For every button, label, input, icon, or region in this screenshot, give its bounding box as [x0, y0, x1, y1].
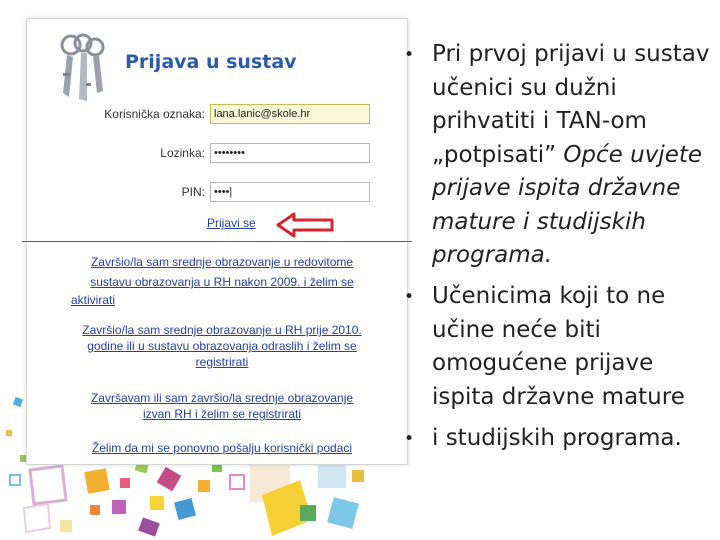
option-link-line: Želim da mi se ponovno pošalju korisnički podaci: [91, 441, 353, 455]
bullet-dot: •: [404, 429, 415, 449]
divider: [22, 241, 412, 242]
option-link-line: sustavu obrazovanja u RH nakon 2009. i želim se: [90, 275, 354, 289]
pin-field[interactable]: ••••|: [210, 182, 370, 202]
option-link-line: registrirati: [195, 355, 249, 369]
bullet-item-1: [404, 38, 710, 273]
option-link-line: Završio/la sam srednje obrazovanje u redovitome: [90, 255, 354, 269]
option-link-line: godine ili u sustavu obrazovanja odraslih i želim se: [87, 339, 357, 353]
login-title: Prijava u sustav: [125, 51, 297, 73]
keys-icon: [57, 33, 113, 105]
option-link-line: izvan RH i želim se registrirati: [142, 407, 302, 421]
bullet-dot: •: [404, 287, 415, 307]
pin-label: PIN:: [181, 185, 205, 199]
option-link-register-abroad[interactable]: [57, 391, 387, 421]
password-field[interactable]: ••••••••: [210, 143, 370, 163]
bullet-item-2: [404, 280, 710, 415]
password-label: Lozinka:: [160, 146, 205, 160]
username-label: Korisnička oznaka:: [104, 107, 205, 121]
bullet-dot: •: [404, 45, 415, 65]
option-link-register-before-2010[interactable]: [57, 323, 387, 369]
bullet-1-italic-text: Opće uvjete prijave ispita državne mature i studijskih programa.: [432, 141, 703, 268]
option-link-activate[interactable]: [57, 255, 387, 307]
username-field[interactable]: lana.lanic@skole.hr: [210, 104, 370, 124]
bullet-2-text: Učenicima koji to ne učine neće biti omogućene prijave ispita državne mature: [432, 283, 685, 410]
option-link-resend-credentials[interactable]: [57, 441, 387, 455]
option-link-line: Završavam ili sam završio/la srednje obrazovanje: [90, 391, 354, 405]
bullet-item-3: [404, 422, 710, 456]
bullet-3-text: i studijskih programa.: [432, 425, 682, 451]
option-link-line: Završio/la sam srednje obrazovanje u RH prije 2010.: [82, 323, 362, 337]
red-arrow-icon: [274, 211, 336, 239]
login-submit-link[interactable]: Prijavi se: [207, 216, 256, 230]
option-link-line: aktivirati: [71, 293, 116, 307]
login-screenshot: [26, 18, 408, 465]
bullet-1-text: Pri prvoj prijavi u sustav učenici su dužni prihvatiti i TAN-om „potpisati”: [432, 41, 710, 168]
